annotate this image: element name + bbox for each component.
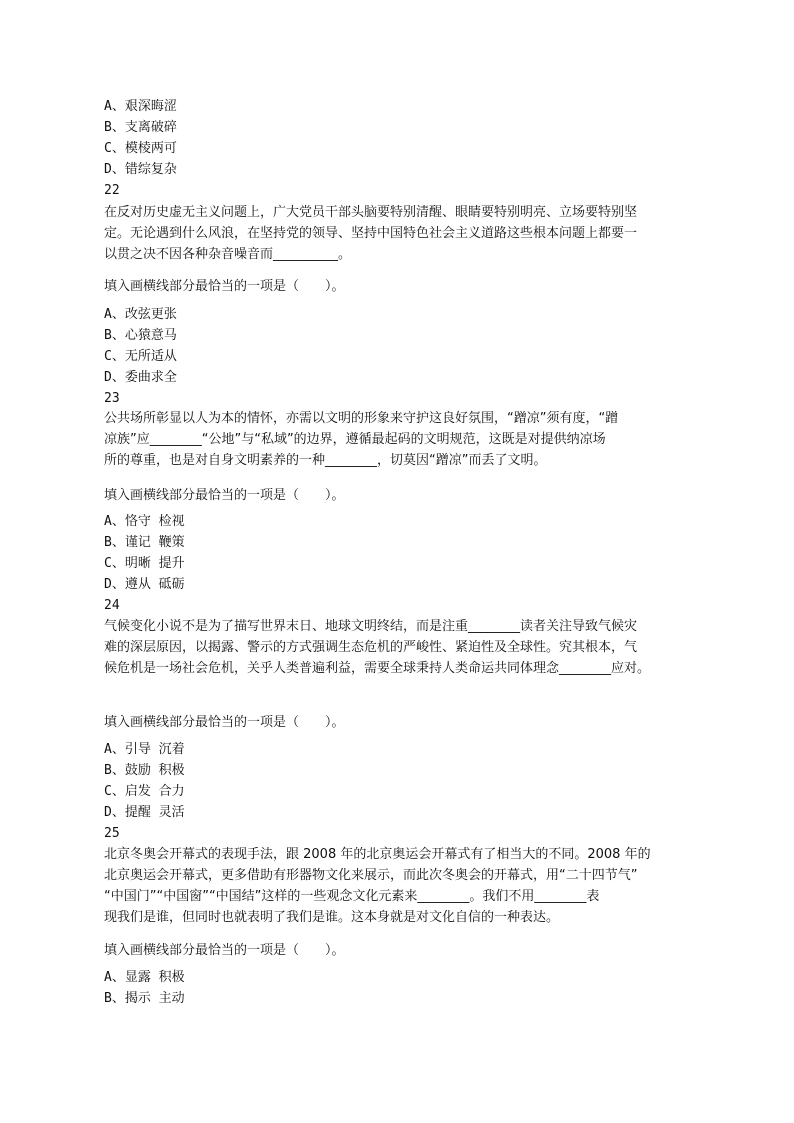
option-d: D、委曲求全 <box>104 370 177 385</box>
stem-line: 北京冬奥会开幕式的表现手法，跟 2008 年的北京奥运会开幕式有了相当大的不同。2008 年的 <box>104 847 651 862</box>
stem-line: 所的尊重，也是对自身文明素养的一种________，切莫因“蹭凉”而丢了文明。 <box>104 453 547 468</box>
question-prompt: 填入画横线部分最恰当的一项是（ ）。 <box>104 279 345 294</box>
stem-line: 在反对历史虚无主义问题上，广大党员干部头脑要特别清醒、眼睛要特别明亮、立场要特别坚 <box>104 205 638 220</box>
options-list <box>104 96 177 180</box>
question-prompt: 填入画横线部分最恰当的一项是（ ）。 <box>104 943 345 958</box>
question-number: 24 <box>104 598 120 613</box>
option-c: C、启发 合力 <box>104 784 185 799</box>
option-a: A、艰深晦涩 <box>104 99 177 114</box>
question-number: 25 <box>104 826 120 841</box>
option-b: B、鼓励 积极 <box>104 763 185 778</box>
option-a: A、恪守 检视 <box>104 514 185 529</box>
option-b: B、谨记 鞭策 <box>104 535 185 550</box>
option-a: A、显露 积极 <box>104 970 185 985</box>
stem-line: 候危机是一场社会危机，关乎人类普遍利益，需要全球秉持人类命运共同体理念________应对。 <box>104 661 651 676</box>
stem-line: 难的深层原因，以揭露、警示的方式强调生态危机的严峻性、紧迫性及全球性。究其根本，气 <box>104 640 638 655</box>
question-stem <box>104 616 690 679</box>
question-stem <box>104 202 690 265</box>
stem-line: 现我们是谁，但同时也就表明了我们是谁。这本身就是对文化自信的一种表达。 <box>104 910 560 925</box>
stem-line: 公共场所彰显以人为本的情怀，亦需以文明的形象来守护这良好氛围，“蹭凉”须有度，“蹭 <box>104 411 619 426</box>
option-b: B、支离破碎 <box>104 120 177 135</box>
stem-line: 以贯之决不因各种杂音噪音而__________。 <box>104 247 352 262</box>
question-prompt: 填入画横线部分最恰当的一项是（ ）。 <box>104 715 345 730</box>
question-number: 23 <box>104 391 120 406</box>
options-list <box>104 967 185 1009</box>
question-stem <box>104 844 690 928</box>
options-list <box>104 304 177 388</box>
stem-line: 气候变化小说不是为了描写世界末日、地球文明终结，而是注重________读者关注导致气候灾 <box>104 619 638 634</box>
option-a: A、引导 沉着 <box>104 742 185 757</box>
option-c: C、模棱两可 <box>104 141 177 156</box>
option-d: D、提醒 灵活 <box>104 805 185 820</box>
stem-line: 北京奥运会开幕式，更多借助有形器物文化来展示，而此次冬奥会的开幕式，用“二十四节气” <box>104 868 638 883</box>
stem-line: 定。无论遇到什么风浪，在坚持党的领导、坚持中国特色社会主义道路这些根本问题上都要一 <box>104 226 638 241</box>
options-list <box>104 739 185 823</box>
option-a: A、改弦更张 <box>104 307 177 322</box>
option-d: D、遵从 砥砺 <box>104 577 185 592</box>
option-c: C、明晰 提升 <box>104 556 185 571</box>
options-list <box>104 511 185 595</box>
question-number: 22 <box>104 183 120 198</box>
option-b: B、揭示 主动 <box>104 991 185 1006</box>
question-prompt: 填入画横线部分最恰当的一项是（ ）。 <box>104 488 345 503</box>
option-d: D、错综复杂 <box>104 162 177 177</box>
stem-line: “中国门”“中国窗”“中国结”这样的一些观念文化元素来________。我们不用________表 <box>104 889 600 904</box>
option-b: B、心猿意马 <box>104 328 177 343</box>
option-c: C、无所适从 <box>104 349 177 364</box>
question-stem <box>104 408 690 471</box>
stem-line: 凉族”应________“公地”与“私域”的边界，遵循最起码的文明规范，这既是对提供纳凉场 <box>104 432 606 447</box>
